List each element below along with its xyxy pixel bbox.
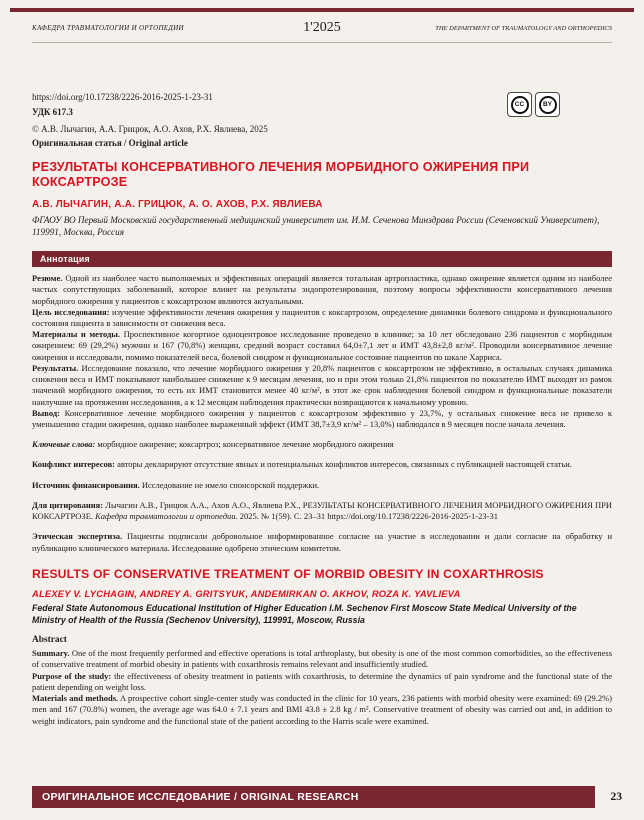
article-meta bbox=[32, 92, 612, 148]
footer-section-label: ОРИГИНАЛЬНОЕ ИССЛЕДОВАНИЕ / ORIGINAL RESEARCH bbox=[32, 786, 595, 808]
citation-text-after: 2025. № 1(59). С. 23–31 https://doi.org/10.17238/2226-2016-2025-1-23-31 bbox=[239, 511, 498, 522]
page-number: 23 bbox=[610, 791, 622, 803]
paragraph-text: One of the most frequently performed and effective operations is total arthroplasty, but obesity is one of the most common comorbidities, so the effectiveness of conservative treatment of morbid obesity in patients with coxarthrosis remains relevant and insufficiently studied. bbox=[32, 648, 613, 670]
conflict-of-interest bbox=[32, 459, 612, 470]
funding-text: Исследование не имело спонсорской поддержки. bbox=[141, 479, 320, 490]
en-abstract-paragraph-methods bbox=[32, 693, 612, 727]
citation-text-before: Лычагин А.В., Грицюк А.А., Ахов А.О., Явлиева Р.Х., РЕЗУЛЬТАТЫ КОНСЕРВАТИВНОГО ЛЕЧЕНИЯ МОРБИДНОГО ОЖИРЕНИЯ ПРИ КОКСАРТРОЗЕ. bbox=[32, 499, 612, 522]
paragraph-label: Summary. bbox=[32, 648, 70, 659]
ethics-statement bbox=[32, 531, 612, 553]
abstract-en bbox=[32, 648, 612, 727]
article-type: Оригинальная статья / Original article bbox=[32, 138, 188, 148]
paragraph-text: Проспективное когортное одноцентровое исследование проведено в клинике; за 10 лет обследовано 236 пациентов с морбидным ожирением: 69 (29,2%) мужчин и 167 (70,8%) женщин, средний возраст составил 64,0±7,1 лет и ИМТ 43,8±2,8 кг/м². Проводили консервативное лечение ожирения и исследовали, помимо показателей веса, болевой синдром и функциональное состояние пациентов по шкале Харриса. bbox=[32, 329, 612, 362]
cc-icon bbox=[507, 92, 532, 117]
ethics-text: Пациенты подписали добровольное информированное согласие на участие в исследовании и дали согласие на обработку и публикацию клинического материала. Исследование одобрено этическим комитетом. bbox=[32, 531, 612, 553]
citation-journal-name: Кафедра травматологии и ортопедии. bbox=[95, 511, 238, 522]
affiliation-ru: ФГАОУ ВО Первый Московский государственный медицинский университет им. И.М. Сеченова Минздрава России (Сеченовский Университет), 119991, Москва, Россия bbox=[32, 215, 600, 238]
abstract-paragraph-summary bbox=[32, 273, 612, 307]
annotation-header: Аннотация bbox=[32, 251, 612, 267]
paragraph-text: Консервативное лечение морбидного ожирения у пациентов с коксартрозом эффективно у 23,7%, у остальных снижение веса не привело к уменьшению стадии ожирения, однако наиболее выраженный эффект (ИМТ 38,7±3,9 кг/м² – 13,0%) наблюдался в 9 месяцев после начала лечения. bbox=[32, 407, 613, 429]
paragraph-label: Материалы и методы. bbox=[32, 329, 121, 340]
abstract-header-en: Abstract bbox=[32, 635, 67, 646]
paragraph-text: изучение эффективности лечения ожирения у пациентов с коксартрозом, определение динамики болевого синдрома и функционального состояния пациента в зависимости от снижения веса. bbox=[32, 306, 612, 328]
abstract-paragraph-results bbox=[32, 363, 612, 408]
paragraph-text: the effectiveness of obesity treatment in patients with coxarthrosis, to determine the dynamics of pain syndrome and the functional state of the patient depending on weight loss. bbox=[32, 670, 613, 692]
abstract-ru bbox=[32, 273, 612, 430]
conflict-label: Конфликт интересов: bbox=[32, 459, 115, 470]
keywords-text: морбидное ожирение; коксартроз; консервативное лечение морбидного ожирения bbox=[97, 439, 394, 450]
udk-code: УДК 617.3 bbox=[32, 107, 73, 117]
paragraph-label: Резюме. bbox=[32, 273, 63, 284]
authors-ru: А.В. ЛЫЧАГИН, А.А. ГРИЦЮК, А. О. АХОВ, Р.Х. ЯВЛИЕВА bbox=[32, 199, 323, 211]
article-content bbox=[32, 52, 612, 727]
paragraph-label: Результаты. bbox=[32, 362, 79, 373]
affiliation-en: Federal State Autonomous Educational Institution of Higher Education I.M. Sechenov First Moscow State Medical University of the Ministry of Health of the Russia (Sechenov University), 119991, Moscow, Russia bbox=[32, 603, 577, 625]
page-header bbox=[32, 20, 612, 43]
ethics-label: Этическая экспертиза. bbox=[32, 531, 123, 542]
journal-name-en: THE DEPARTMENT OF TRAUMATOLOGY AND ORTHOPEDICS bbox=[435, 24, 612, 32]
citation-label: Для цитирования: bbox=[32, 499, 104, 510]
en-abstract-paragraph-purpose bbox=[32, 671, 612, 693]
issue-number: 1'2025 bbox=[303, 20, 341, 35]
paragraph-label: Purpose of the study: bbox=[32, 670, 112, 681]
journal-name-ru: КАФЕДРА ТРАВМАТОЛОГИИ И ОРТОПЕДИИ bbox=[32, 24, 184, 32]
citation-block bbox=[32, 500, 612, 522]
article-title-en: RESULTS OF CONSERVATIVE TREATMENT OF MORBID OBESITY IN COXARTHROSIS bbox=[32, 566, 544, 581]
paragraph-label: Materials and methods. bbox=[32, 693, 119, 704]
funding-label: Источник финансирования. bbox=[32, 479, 140, 490]
authors-en: ALEXEY V. LYCHAGIN, ANDREY A. GRITSYUK, ANDEMIRKAN O. AKHOV, ROZA K. YAVLIEVA bbox=[32, 588, 461, 600]
paragraph-text: A prospective cohort single-center study was conducted in the clinic for 10 years, 236 patients with morbid obesity were examined: 69 (29.2%) men and 167 (70.8%) women, the average age was 64.0 ± 7.1 years and BMI 43.8 ± 2.8 kg / m². Conservative treatment of obesity was carried out and, in addition to weight indicators, pain syndrome and the functional state of the patient according to the Harris scale were examined. bbox=[32, 693, 612, 726]
funding-source bbox=[32, 480, 612, 491]
cc-by-icon bbox=[535, 92, 560, 117]
page-footer bbox=[32, 786, 622, 808]
copyright-line: © А.В. Лычагин, А.А. Грицюк, А.О. Ахов, Р.Х. Явлиева, 2025 bbox=[32, 124, 268, 134]
keywords-ru bbox=[32, 439, 612, 450]
en-abstract-paragraph-summary bbox=[32, 648, 612, 670]
paragraph-text: Одной из наиболее часто выполняемых и эффективных операций является тотальная артропластика, однако ожирение является одним из наиболее частых сопутствующих заболеваний, которое влияет на результаты эндопротезирования, поэтому вопросы эффективности консервативного лечения морбидного ожирения у пациентов с коксартрозом являются актуальными. bbox=[32, 273, 613, 306]
doi-link[interactable]: https://doi.org/10.17238/2226-2016-2025-1-23-31 bbox=[32, 92, 213, 102]
abstract-paragraph-methods bbox=[32, 329, 612, 363]
paragraph-text: Исследование показало, что лечение морбидного ожирения у 20,8% пациентов с коксартрозом не эффективно, в остальных случаях динамика снижения веса и ИМТ показывают наибольшее снижение к 9 месяцам лечения, но и при этом только 21,8% пациентов по показателю ИМТ выходят из рамок значений морбидного ожирения, то есть их ИМТ становится менее 40 кг/м², в этот же срок наблюдения болевой синдром и функциональные показатели наилучшие на протяжении исследования, а к 12 месяцам наблюдения практически возвращаются к начальному уровню. bbox=[32, 362, 612, 407]
top-rule bbox=[10, 8, 634, 12]
article-title-ru: РЕЗУЛЬТАТЫ КОНСЕРВАТИВНОГО ЛЕЧЕНИЯ МОРБИДНОГО ОЖИРЕНИЯ ПРИ КОКСАРТРОЗЕ bbox=[32, 160, 530, 190]
paragraph-label: Вывод: bbox=[32, 407, 60, 418]
keywords-label: Ключевые слова: bbox=[32, 439, 96, 450]
abstract-paragraph-goal bbox=[32, 307, 612, 329]
cc-license-badges[interactable] bbox=[507, 92, 560, 117]
cc-icon-label: CC bbox=[511, 96, 529, 114]
cc-by-icon-label: BY bbox=[539, 96, 557, 114]
conflict-text: авторы декларируют отсутствие явных и потенциальных конфликтов интересов, связанных с публикацией настоящей статьи. bbox=[117, 459, 572, 470]
abstract-paragraph-conclusion bbox=[32, 408, 612, 430]
paragraph-label: Цель исследования: bbox=[32, 306, 110, 317]
